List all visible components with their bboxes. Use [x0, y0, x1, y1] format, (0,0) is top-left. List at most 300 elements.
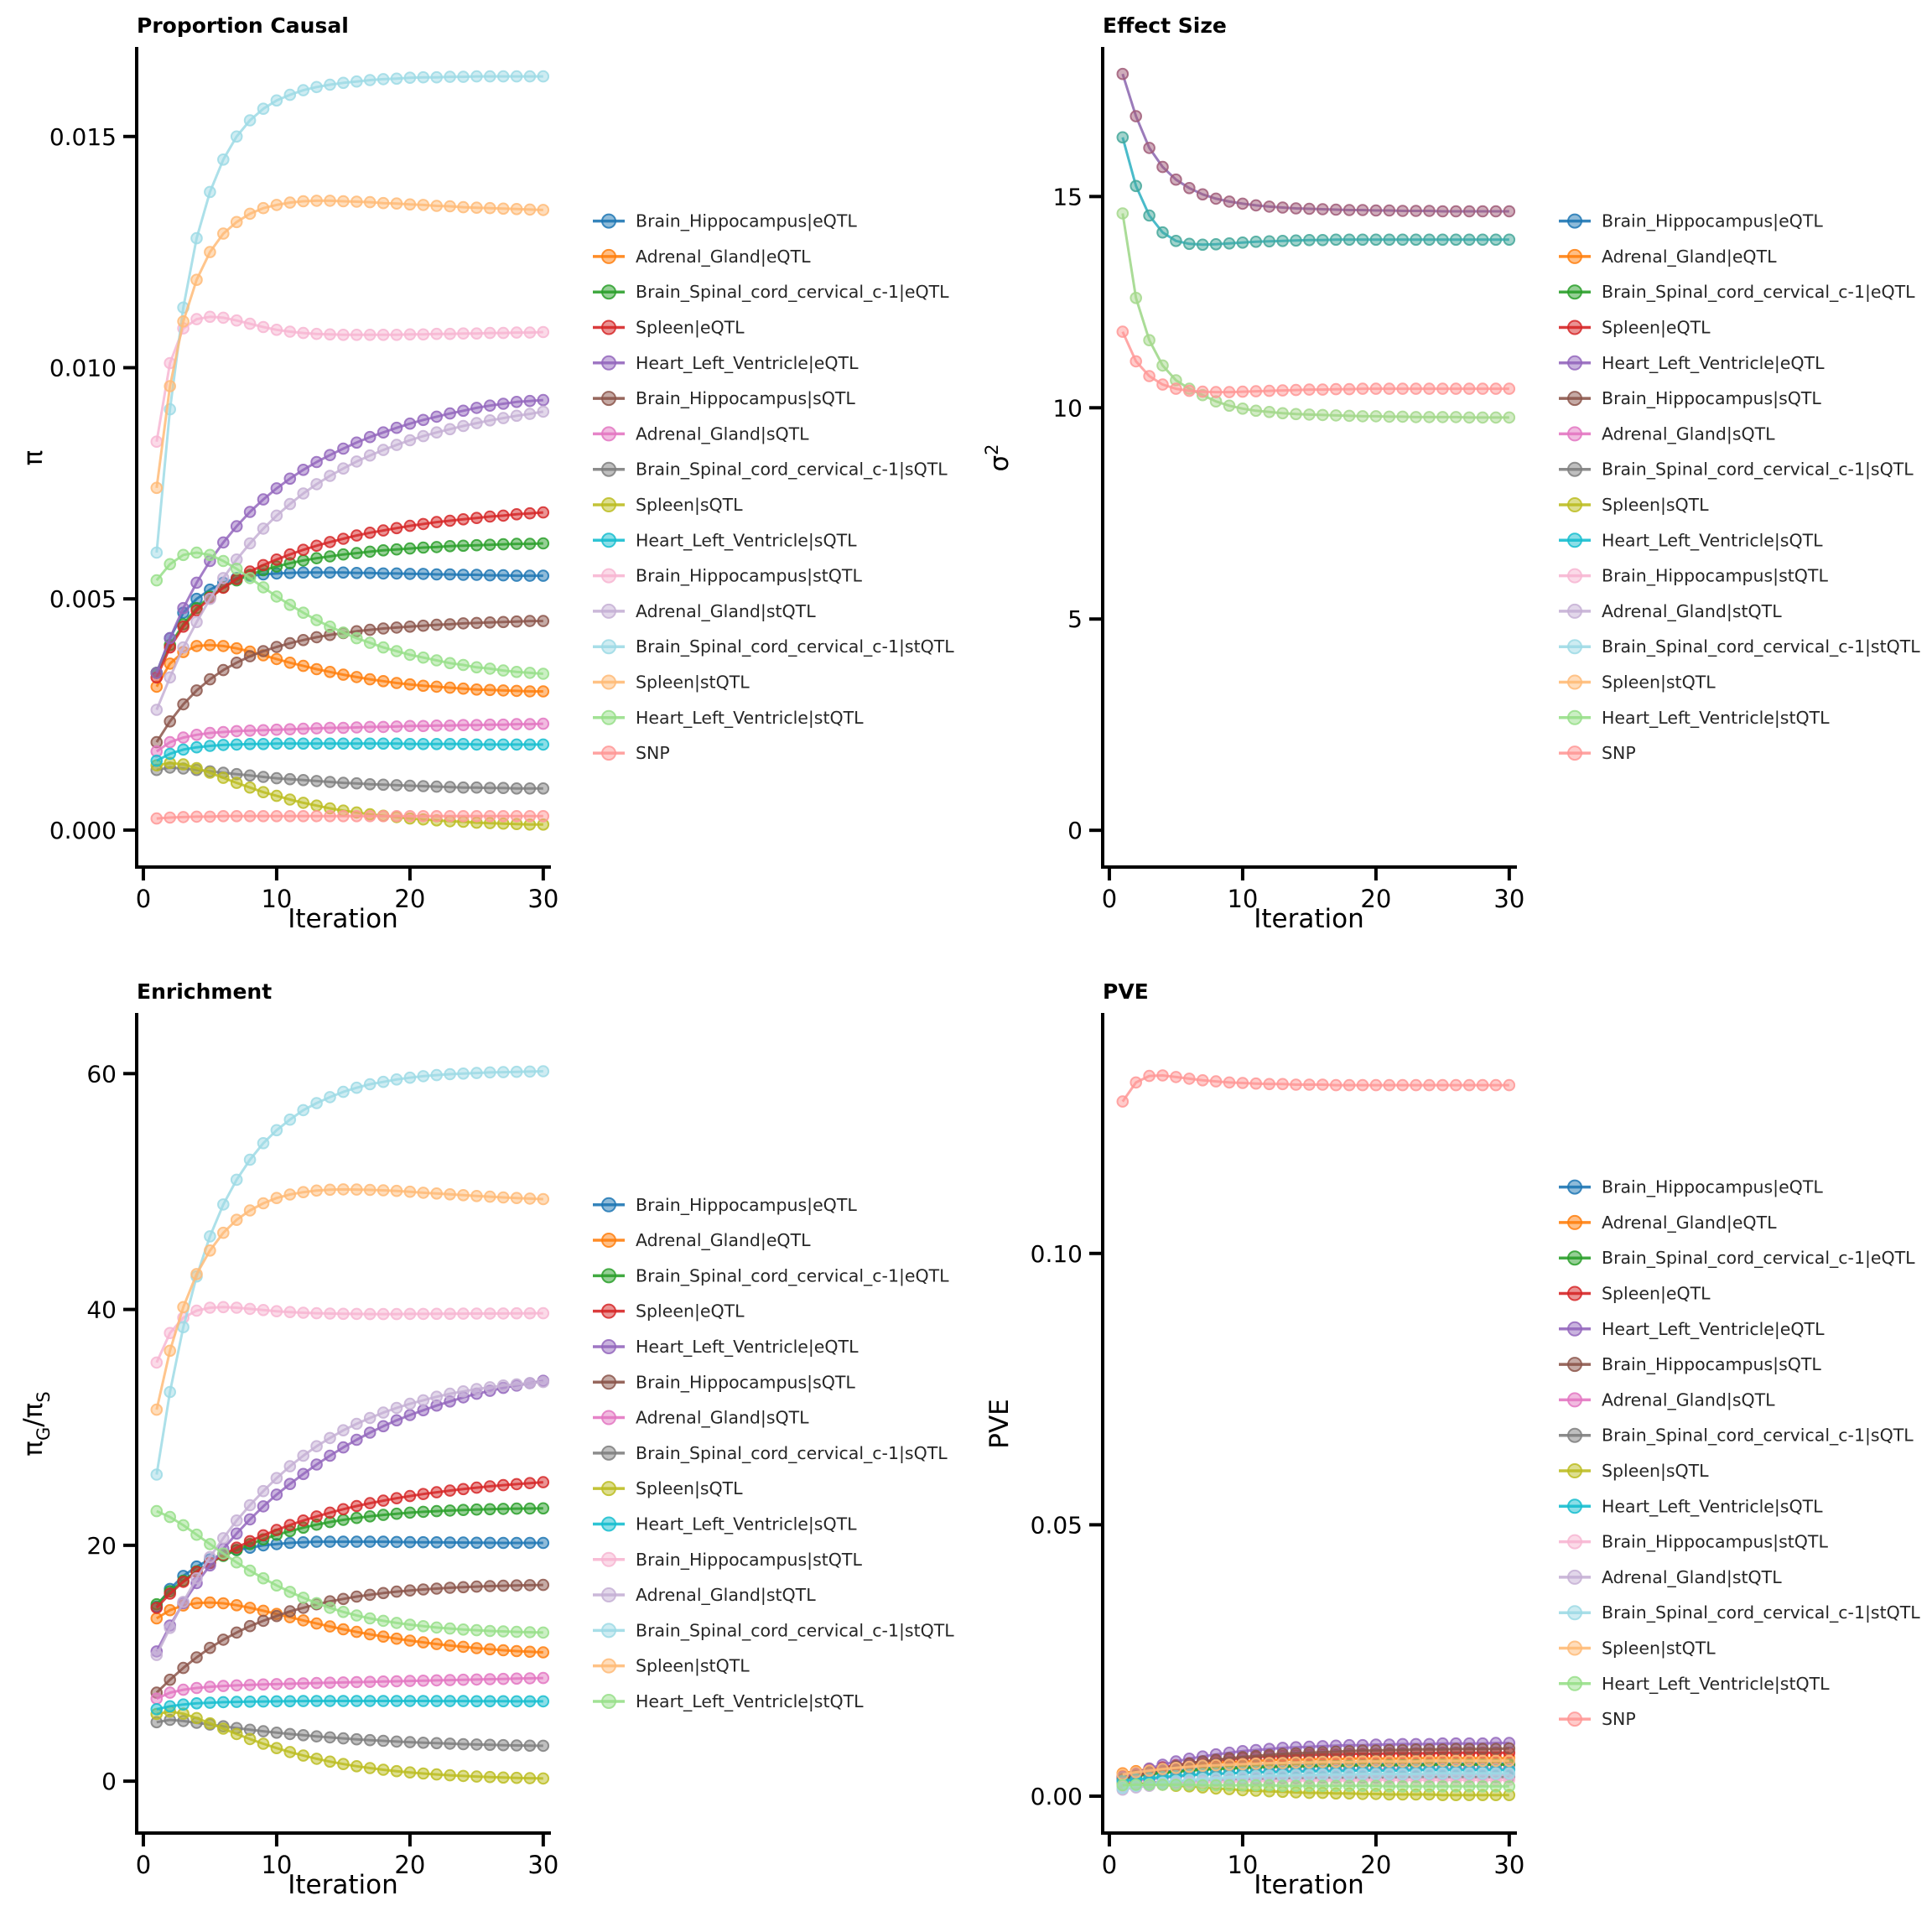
legend-swatch-dot	[1568, 356, 1581, 370]
data-point	[1197, 1075, 1208, 1086]
data-point	[498, 204, 509, 215]
data-point	[365, 450, 376, 461]
data-point	[418, 1071, 429, 1082]
data-point	[245, 725, 256, 736]
data-point	[205, 1597, 216, 1608]
data-point	[498, 1067, 509, 1078]
data-point	[471, 1504, 482, 1515]
data-point	[1144, 1765, 1155, 1776]
legend-label: Brain_Spinal_cord_cervical_c-1|stQTL	[636, 1620, 954, 1641]
data-point	[1397, 1080, 1408, 1091]
legend-label: Brain_Spinal_cord_cervical_c-1|eQTL	[636, 1265, 949, 1286]
data-point	[1478, 413, 1488, 423]
data-point	[311, 1511, 322, 1522]
data-point	[1358, 205, 1368, 216]
data-point	[405, 739, 416, 750]
data-point	[285, 1696, 296, 1707]
data-point	[1451, 412, 1462, 423]
data-point	[1331, 1757, 1342, 1768]
data-point	[405, 330, 416, 340]
data-point	[525, 1773, 536, 1784]
data-point	[471, 1581, 482, 1592]
data-point	[498, 1773, 509, 1784]
data-point	[178, 1699, 189, 1710]
series-markers-3	[1118, 326, 1515, 397]
data-point	[245, 1205, 256, 1216]
data-point	[325, 1757, 335, 1768]
data-point	[471, 618, 482, 629]
data-point	[218, 556, 229, 567]
data-point	[1317, 1769, 1328, 1780]
data-point	[191, 641, 202, 652]
legend-item	[1559, 318, 1711, 339]
data-point	[272, 1727, 283, 1738]
data-point	[525, 1673, 536, 1684]
data-point	[365, 637, 376, 648]
data-point	[431, 1696, 442, 1706]
legend-swatch-dot	[602, 640, 615, 653]
data-point	[338, 1594, 349, 1605]
legend-label: Brain_Spinal_cord_cervical_c-1|sQTL	[1602, 1425, 1914, 1446]
data-point	[272, 200, 283, 210]
data-point	[1464, 206, 1475, 217]
data-point	[351, 1696, 362, 1706]
data-point	[1384, 1781, 1395, 1792]
legend-label: Spleen|eQTL	[636, 1301, 745, 1322]
data-point	[351, 548, 362, 558]
data-point	[458, 569, 469, 580]
data-point	[205, 640, 216, 651]
data-point	[1317, 1079, 1328, 1090]
data-point	[298, 544, 309, 555]
data-point	[258, 787, 269, 797]
legend-swatch-dot	[602, 1588, 615, 1602]
data-point	[458, 1739, 469, 1750]
data-point	[338, 1536, 349, 1547]
legend-swatch-dot	[1568, 1712, 1581, 1726]
data-point	[444, 1770, 455, 1781]
data-point	[272, 325, 283, 335]
data-point	[338, 739, 349, 750]
data-point	[245, 651, 256, 662]
legend-label: Spleen|stQTL	[636, 672, 750, 693]
legend-label: Brain_Hippocampus|eQTL	[636, 210, 857, 231]
data-point	[1397, 1781, 1408, 1792]
data-point	[512, 1479, 522, 1490]
legend-label: Brain_Spinal_cord_cervical_c-1|eQTL	[1602, 1248, 1915, 1269]
legend-label: Brain_Hippocampus|eQTL	[1602, 210, 1823, 231]
data-point	[512, 1504, 522, 1514]
data-point	[231, 1175, 242, 1186]
data-point	[1171, 174, 1182, 185]
legend-label: Spleen|sQTL	[636, 495, 743, 515]
data-point	[418, 1488, 429, 1499]
data-point	[272, 554, 283, 565]
data-point	[1171, 236, 1182, 247]
data-point	[365, 1309, 376, 1320]
data-point	[405, 1399, 416, 1410]
data-point	[1118, 208, 1129, 219]
data-point	[512, 811, 522, 822]
data-point	[365, 1185, 376, 1196]
data-point	[392, 780, 402, 791]
data-point	[392, 1074, 402, 1085]
data-point	[1491, 383, 1502, 394]
y-tick-label: 0	[101, 1768, 117, 1796]
legend-item	[1559, 1639, 1716, 1659]
data-point	[325, 1433, 335, 1444]
data-point	[418, 1395, 429, 1406]
data-point	[431, 1738, 442, 1749]
legend-swatch-dot	[1568, 1216, 1581, 1229]
legend-swatch-dot	[1568, 463, 1581, 476]
data-point	[444, 1485, 455, 1496]
data-point	[444, 1537, 455, 1548]
data-point	[471, 1771, 482, 1782]
data-point	[458, 71, 469, 82]
legend-label: SNP	[636, 743, 670, 764]
x-tick-label: 10	[261, 885, 293, 913]
legend-item	[593, 1656, 750, 1677]
data-point	[1291, 1079, 1301, 1090]
data-point	[405, 435, 416, 446]
data-point	[152, 548, 163, 558]
data-point	[444, 811, 455, 822]
data-point	[338, 1504, 349, 1515]
data-point	[525, 205, 536, 216]
data-point	[218, 1697, 229, 1708]
data-point	[205, 1552, 216, 1563]
data-point	[525, 396, 536, 407]
data-point	[298, 1451, 309, 1462]
legend-item	[1559, 211, 1823, 232]
data-point	[325, 1308, 335, 1319]
data-point	[298, 1696, 309, 1706]
data-point	[338, 1309, 349, 1320]
data-point	[351, 1677, 362, 1688]
data-point	[258, 103, 269, 114]
data-point	[325, 1185, 335, 1196]
legend-item	[593, 1372, 855, 1393]
data-point	[365, 779, 376, 790]
data-point	[498, 740, 509, 750]
data-point	[1437, 1080, 1448, 1091]
data-point	[218, 1302, 229, 1313]
data-point	[431, 200, 442, 211]
data-point	[512, 1646, 522, 1657]
data-point	[1304, 1758, 1315, 1768]
data-point	[351, 1435, 362, 1446]
data-point	[378, 545, 389, 556]
data-point	[458, 1696, 469, 1706]
data-point	[418, 1309, 429, 1320]
data-point	[164, 1701, 175, 1712]
data-point	[351, 530, 362, 541]
data-point	[152, 704, 163, 715]
data-point	[1504, 1756, 1515, 1767]
data-point	[471, 811, 482, 822]
x-tick-label: 20	[394, 885, 426, 913]
data-point	[311, 739, 322, 750]
data-point	[311, 541, 322, 552]
data-point	[258, 1616, 269, 1627]
data-point	[1464, 1768, 1475, 1779]
data-point	[1317, 1780, 1328, 1791]
data-point	[351, 76, 362, 87]
data-point	[191, 1698, 202, 1709]
data-point	[1358, 235, 1368, 246]
data-point	[285, 724, 296, 735]
data-point	[231, 726, 242, 737]
data-point	[245, 782, 256, 793]
data-point	[1331, 384, 1342, 395]
data-point	[444, 1623, 455, 1634]
legend-swatch-dot	[1568, 321, 1581, 335]
legend-item	[1559, 636, 1920, 657]
data-point	[418, 1507, 429, 1518]
data-point	[1478, 1768, 1488, 1779]
data-point	[392, 569, 402, 579]
data-point	[272, 724, 283, 735]
data-point	[245, 1536, 256, 1547]
data-point	[378, 722, 389, 733]
data-point	[392, 1696, 402, 1706]
data-point	[178, 621, 189, 632]
data-point	[1371, 1780, 1382, 1791]
data-point	[365, 625, 376, 636]
data-point	[1451, 1743, 1462, 1754]
data-point	[338, 1696, 349, 1706]
data-point	[525, 1538, 536, 1549]
data-point	[525, 327, 536, 338]
data-point	[1130, 181, 1141, 192]
data-point	[245, 811, 256, 822]
data-point	[471, 1384, 482, 1394]
y-axis-label: PVE	[984, 1399, 1015, 1449]
data-point	[1331, 410, 1342, 421]
data-point	[1211, 387, 1222, 397]
data-point	[152, 1649, 163, 1660]
data-point	[351, 1513, 362, 1524]
data-point	[512, 616, 522, 627]
data-point	[191, 763, 202, 774]
data-point	[378, 1536, 389, 1547]
data-point	[525, 811, 536, 822]
data-point	[538, 1066, 549, 1077]
data-point	[205, 312, 216, 323]
legend-label: Heart_Left_Ventricle|sQTL	[636, 1514, 857, 1535]
data-point	[512, 1740, 522, 1751]
y-axis-label: $\sigma^2$	[982, 444, 1015, 472]
data-point	[498, 665, 509, 676]
x-tick-label: 0	[135, 885, 152, 913]
data-point	[498, 398, 509, 409]
data-point	[458, 1068, 469, 1079]
data-point	[431, 1583, 442, 1594]
data-point	[1317, 384, 1328, 395]
data-point	[178, 759, 189, 770]
data-point	[1371, 1745, 1382, 1756]
data-point	[1211, 1076, 1222, 1087]
x-axis-label-effect-size: Iteration	[1254, 904, 1364, 934]
legend-swatch-dot	[1568, 1358, 1581, 1371]
data-point	[191, 1683, 202, 1694]
y-tick-label: 0.05	[1030, 1511, 1083, 1540]
data-point	[272, 641, 283, 652]
data-point	[405, 679, 416, 690]
data-point	[1291, 1780, 1301, 1791]
data-point	[152, 1405, 163, 1415]
data-point	[405, 418, 416, 429]
data-point	[485, 1192, 496, 1202]
data-point	[191, 274, 202, 285]
data-point	[1451, 383, 1462, 394]
data-point	[498, 1380, 509, 1391]
data-point	[1171, 1763, 1182, 1774]
data-point	[351, 196, 362, 207]
data-point	[178, 1597, 189, 1607]
data-point	[405, 200, 416, 210]
data-point	[338, 1758, 349, 1769]
data-point	[538, 719, 549, 730]
data-point	[471, 1643, 482, 1654]
data-point	[298, 775, 309, 786]
data-point	[431, 1391, 442, 1402]
data-point	[1157, 1779, 1168, 1790]
data-point	[218, 1598, 229, 1609]
data-point	[471, 1483, 482, 1493]
data-point	[471, 71, 482, 82]
legend-item	[1559, 1354, 1821, 1375]
data-point	[191, 1713, 202, 1724]
x-tick-label: 0	[1101, 1851, 1118, 1879]
data-point	[245, 209, 256, 220]
data-point	[365, 811, 376, 822]
legend-swatch-dot	[1568, 1251, 1581, 1265]
legend-item	[593, 1514, 857, 1535]
legend-swatch-dot	[602, 1659, 615, 1673]
data-point	[418, 781, 429, 792]
data-point	[365, 1735, 376, 1746]
legend-label: Heart_Left_Ventricle|sQTL	[1602, 1496, 1823, 1517]
legend-label: Adrenal_Gland|sQTL	[636, 1407, 809, 1428]
data-point	[1491, 1743, 1502, 1754]
data-point	[525, 1193, 536, 1204]
data-point	[471, 418, 482, 428]
data-point	[285, 1114, 296, 1125]
data-point	[1264, 236, 1275, 247]
legend-label: Heart_Left_Ventricle|stQTL	[636, 707, 864, 728]
legend-swatch-dot	[1568, 1287, 1581, 1301]
data-point	[512, 1192, 522, 1203]
series-markers-9	[152, 1696, 549, 1714]
series-markers-10	[152, 1302, 549, 1368]
data-point	[1410, 1080, 1421, 1091]
data-point	[512, 538, 522, 549]
legend-label: Brain_Hippocampus|sQTL	[636, 1372, 855, 1393]
data-point	[378, 525, 389, 536]
data-point	[272, 1472, 283, 1483]
data-point	[365, 527, 376, 538]
data-point	[285, 1587, 296, 1597]
legend-item	[1559, 601, 1782, 622]
data-point	[512, 570, 522, 581]
data-point	[418, 811, 429, 822]
data-point	[258, 739, 269, 750]
data-point	[351, 1761, 362, 1772]
data-point	[1277, 408, 1288, 419]
legend-swatch-dot	[602, 463, 615, 476]
data-point	[1264, 1079, 1275, 1090]
data-point	[1251, 406, 1262, 417]
legend-label: Adrenal_Gland|stQTL	[636, 1585, 816, 1606]
data-point	[1144, 210, 1155, 221]
data-point	[498, 328, 509, 339]
data-point	[418, 1537, 429, 1548]
legend-label: Adrenal_Gland|eQTL	[1602, 1212, 1777, 1233]
y-tick-label: 0.10	[1030, 1239, 1083, 1268]
data-point	[512, 71, 522, 82]
data-point	[152, 756, 163, 766]
data-point	[231, 777, 242, 788]
data-point	[1291, 409, 1301, 420]
data-point	[325, 568, 335, 579]
data-point	[485, 1696, 496, 1707]
data-point	[444, 1505, 455, 1516]
data-point	[205, 1643, 216, 1654]
data-point	[1344, 1080, 1355, 1091]
data-point	[231, 217, 242, 228]
data-point	[311, 195, 322, 206]
data-point	[392, 1415, 402, 1426]
data-point	[458, 811, 469, 822]
legend-item	[593, 1265, 949, 1286]
data-point	[525, 508, 536, 519]
data-point	[1171, 1072, 1182, 1083]
legend	[593, 211, 954, 764]
data-point	[378, 1309, 389, 1320]
data-point	[231, 574, 242, 584]
data-point	[245, 739, 256, 750]
data-point	[1437, 1768, 1448, 1779]
data-point	[418, 415, 429, 426]
legend-item	[1559, 673, 1716, 693]
data-point	[311, 1186, 322, 1197]
legend-label: Adrenal_Gland|sQTL	[1602, 423, 1775, 444]
data-point	[418, 1621, 429, 1632]
data-point	[1144, 1071, 1155, 1082]
legend-label: Spleen|stQTL	[1602, 672, 1716, 693]
legend-item	[593, 1585, 816, 1606]
data-point	[231, 1515, 242, 1526]
data-point	[1504, 1743, 1515, 1754]
data-point	[378, 1616, 389, 1627]
data-point	[1478, 235, 1488, 246]
legend-label: Brain_Hippocampus|sQTL	[1602, 1354, 1821, 1375]
data-point	[458, 1190, 469, 1201]
legend-label: Brain_Hippocampus|sQTL	[1602, 388, 1821, 409]
legend-label: Adrenal_Gland|stQTL	[1602, 1566, 1782, 1587]
data-point	[471, 1538, 482, 1549]
legend-item	[1559, 388, 1821, 409]
data-point	[392, 1633, 402, 1644]
data-point	[298, 568, 309, 579]
y-tick-label: 0.010	[49, 354, 117, 382]
chart-pve	[984, 1013, 1920, 1879]
legend-swatch-dot	[602, 605, 615, 618]
legend-swatch-dot	[1568, 676, 1581, 689]
data-point	[245, 538, 256, 549]
